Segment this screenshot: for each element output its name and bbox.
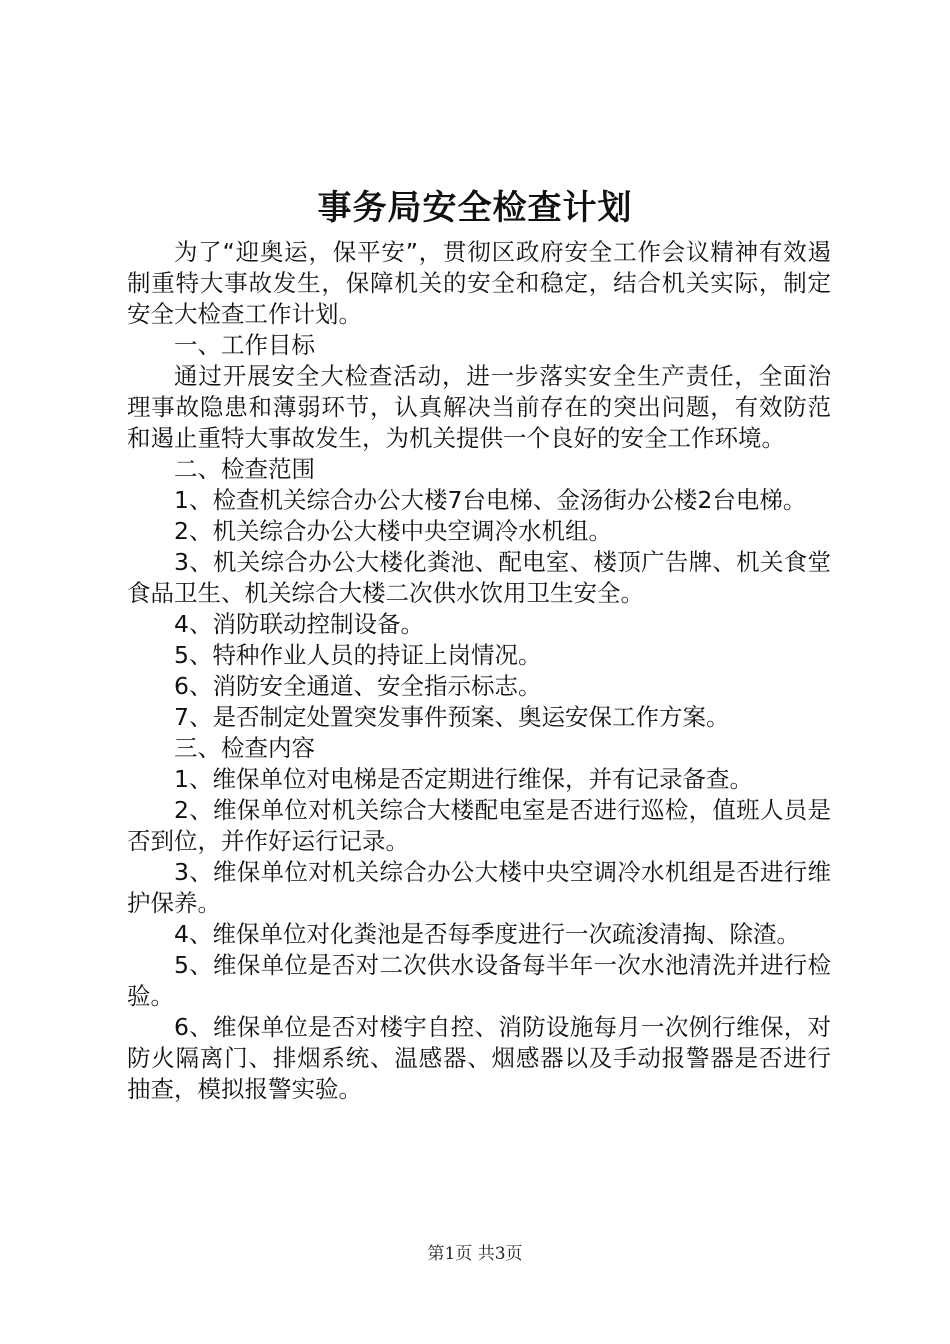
list-item: 4、维保单位对化粪池是否每季度进行一次疏浚清掏、除渣。 xyxy=(174,920,800,948)
list-item: 5、维保单位是否对二次供水设备每半年一次水池清洗并进行检验。 xyxy=(127,951,831,1010)
document-title: 事务局安全检查计划 xyxy=(317,188,633,228)
intro-paragraph: 为了“迎奥运，保平安”，贯彻区政府安全工作会议精神有效遏制重特大事故发生，保障机关的安全和稳定，结合机关实际，制定安全大检查工作计划。 xyxy=(127,238,831,328)
list-item: 1、维保单位对电梯是否定期进行维保，并有记录备查。 xyxy=(174,765,753,793)
list-item: 6、消防安全通道、安全指示标志。 xyxy=(174,672,542,700)
list-item: 3、维保单位对机关综合办公大楼中央空调冷水机组是否进行维护保养。 xyxy=(127,858,831,917)
list-item: 6、维保单位是否对楼宇自控、消防设施每月一次例行维保，对防火隔离门、排烟系统、温感器、烟感器以及手动报警器是否进行抽查，模拟报警实验。 xyxy=(127,1013,831,1103)
section-heading: 一、工作目标 xyxy=(174,331,315,359)
list-item: 7、是否制定处置突发事件预案、奥运安保工作方案。 xyxy=(174,703,730,731)
list-item: 5、特种作业人员的持证上岗情况。 xyxy=(174,641,542,669)
page-footer: 第1页 共3页 xyxy=(427,1244,523,1264)
section-heading: 二、检查范围 xyxy=(174,455,315,483)
document-body xyxy=(127,237,831,1105)
paragraph: 通过开展安全大检查活动，进一步落实安全生产责任，全面治理事故隐患和薄弱环节，认真解决当前存在的突出问题，有效防范和遏止重特大事故发生，为机关提供一个良好的安全工作环境。 xyxy=(127,362,831,452)
list-item: 2、机关综合办公大楼中央空调冷水机组。 xyxy=(174,517,612,545)
list-item: 4、消防联动控制设备。 xyxy=(174,610,424,638)
list-item: 3、机关综合办公大楼化粪池、配电室、楼顶广告牌、机关食堂食品卫生、机关综合大楼二次供水饮用卫生安全。 xyxy=(127,548,831,607)
list-item: 2、维保单位对机关综合大楼配电室是否进行巡检，值班人员是否到位，并作好运行记录。 xyxy=(127,796,831,855)
section-heading: 三、检查内容 xyxy=(174,734,315,762)
list-item: 1、检查机关综合办公大楼7台电梯、金汤街办公楼2台电梯。 xyxy=(174,486,807,514)
